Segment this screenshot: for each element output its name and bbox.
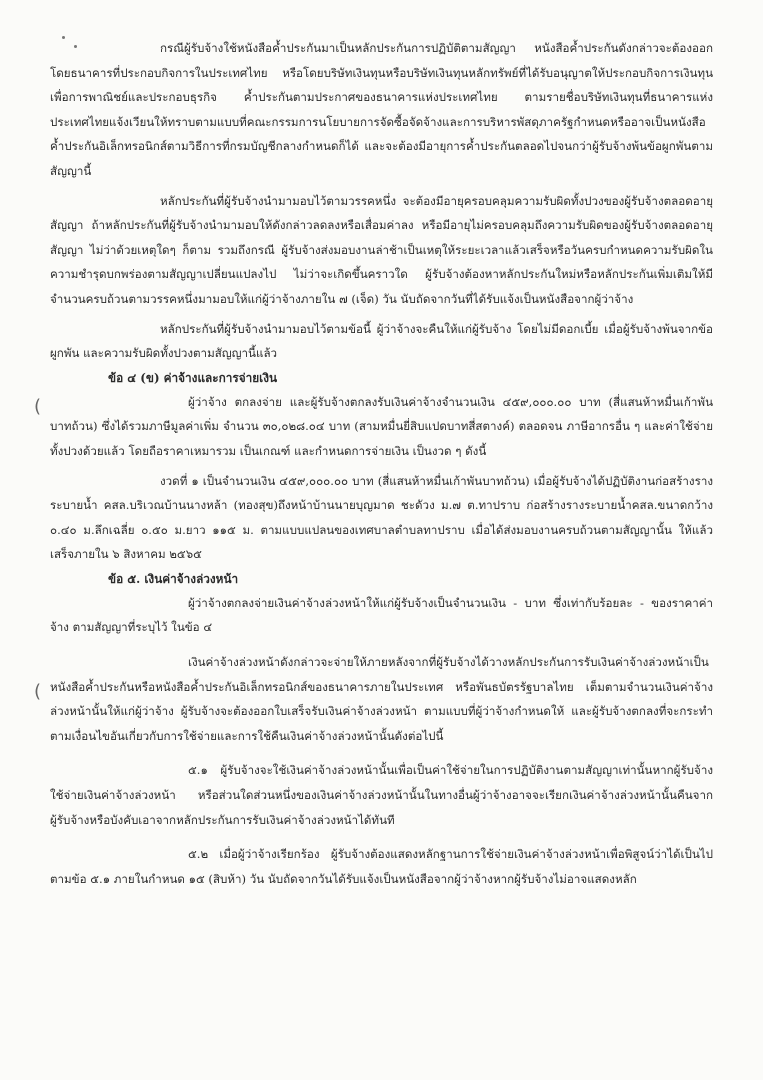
paragraph-advance-amount: ผู้ว่าจ้างตกลงจ่ายเงินค่าจ้างล่วงหน้าให้แก่ผู้รับจ้างเป็นจำนวนเงิน - บาท ซึ่งเท่ากับร้อยละ - ของราคาค่าจ้าง ตามสัญญาที่ระบุไว้ ในข้อ ๔	[50, 595, 713, 635]
paragraph-guarantee-coverage: หลักประกันที่ผู้รับจ้างนำมามอบไว้ตามวรรคหนึ่ง จะต้องมีอายุครอบคลุมความรับผิดทั้งปวงของผู้รับจ้างตลอดอายุสัญญา ถ้าหลักประกันที่ผู้รับจ้างนำมามอบให้ดังกล่าวลดลงหรือเสื่อมค่าลง หรือมีอายุไม่ครอบคลุมถึงความรับผิดของผู้รับจ้างตลอดอายุสัญญา ไม่ว่าด้วยเหตุใดๆ ก็ตาม รวมถึงกรณี ผู้รับจ้างส่งมอบงานล่าช้าเป็นเหตุให้ระยะเวลาแล้วเสร็จหรือวันครบกำหนดความรับผิดในความชำรุดบกพร่องตามสัญญาเปลี่ยนแปลงไป ไม่ว่าจะเกิดขึ้นคราวใด ผู้รับจ้างต้องหาหลักประกันใหม่หรือหลักประกันเพิ่มเติมให้มีจำนวนครบถ้วนตามวรรคหนึ่งมามอบให้แก่ผู้ว่าจ้างภายใน ๗ (เจ็ด) วัน นับถัดจากวันที่ได้รับแจ้งเป็นหนังสือจากผู้ว่าจ้าง	[50, 193, 713, 306]
hole-punch-mark: (	[34, 681, 42, 702]
scan-speck	[62, 36, 65, 39]
clause-5-heading: ข้อ ๕. เงินค่าจ้างล่วงหน้า	[108, 571, 239, 586]
paragraph-clause-5-2: ๕.๒ เมื่อผู้ว่าจ้างเรียกร้อง ผู้รับจ้างต้องแสดงหลักฐานการใช้จ่ายเงินค่าจ้างล่วงหน้าเพื่อพิสูจน์ว่าได้เป็นไปตามข้อ ๕.๑ ภายในกำหนด ๑๕ (สิบห้า) วัน นับถัดจากวันได้รับแจ้งเป็นหนังสือจากผู้ว่าจ้างหากผู้รับจ้างไม่อาจแสดงหลัก	[50, 847, 713, 886]
paragraph-guarantee-return: หลักประกันที่ผู้รับจ้างนำมามอบไว้ตามข้อนี้ ผู้ว่าจ้างจะคืนให้แก่ผู้รับจ้าง โดยไม่มีดอกเบี้ย เมื่อผู้รับจ้างพ้นจากข้อผูกพัน และความรับผิดทั้งปวงตามสัญญานี้แล้ว	[50, 321, 713, 361]
paragraph-advance-conditions: เงินค่าจ้างล่วงหน้าดังกล่าวจะจ่ายให้ภายหลังจากที่ผู้รับจ้างได้วางหลักประกันการรับเงินค่าจ้างล่วงหน้าเป็นหนังสือค้ำประกันหรือหนังสือค้ำประกันอิเล็กทรอนิกส์ของธนาคารภายในประเทศ หรือพันธบัตรรัฐบาลไทย เต็มตามจำนวนเงินค่าจ้างล่วงหน้านั้นให้แก่ผู้ว่าจ้าง ผู้รับจ้างจะต้องออกใบเสร็จรับเงินค่าจ้างล่วงหน้า ตามแบบที่ผู้ว่าจ้างกำหนดให้ และผู้รับจ้างตกลงที่จะกระทำตามเงื่อนไขอันเกี่ยวกับการใช้จ่ายและการใช้คืนเงินค่าจ้างล่วงหน้านั้นดังต่อไปนี้	[50, 655, 713, 743]
paragraph-guarantee-letter: กรณีผู้รับจ้างใช้หนังสือค้ำประกันมาเป็นหลักประกันการปฏิบัติตามสัญญา หนังสือค้ำประกันดังกล่าวจะต้องออกโดยธนาคารที่ประกอบกิจการในประเทศไทย หรือโดยบริษัทเงินทุนหรือบริษัทเงินทุนหลักทรัพย์ที่ได้รับอนุญาตให้ประกอบกิจการเงินทุนเพื่อการพาณิชย์และประกอบธุรกิจ ค้ำประกันตามประกาศของธนาคารแห่งประเทศไทย ตามรายชื่อบริษัทเงินทุนที่ธนาคารแห่งประเทศไทยแจ้งเวียนให้ทราบตามแบบที่คณะกรรมการนโยบายการจัดซื้อจัดจ้างและการบริหารพัสดุภาครัฐกำหนดหรืออาจเป็นหนังสือค้ำประกันอิเล็กทรอนิกส์ตามวิธีการที่กรมบัญชีกลางกำหนดก็ได้ และจะต้องมีอายุการค้ำประกันตลอดไปจนกว่าผู้รับจ้างพ้นข้อผูกพันตามสัญญานี้	[50, 41, 713, 178]
paragraph-payment-terms: ผู้ว่าจ้าง ตกลงจ่าย และผู้รับจ้างตกลงรับเงินค่าจ้างจำนวนเงิน ๔๕๙,๐๐๐.๐๐ บาท (สี่แสนห้าหมื่นเก้าพันบาทถ้วน) ซึ่งได้รวมภาษีมูลค่าเพิ่ม จำนวน ๓๐,๐๒๘.๐๔ บาท (สามหมื่นยี่สิบแปดบาทสี่สตางค์) ตลอดจน ภาษีอากรอื่น ๆ และค่าใช้จ่ายทั้งปวงด้วยแล้ว โดยถือราคาเหมารวม เป็นเกณฑ์ และกำหนดการจ่ายเงิน เป็นงวด ๆ ดังนี้	[50, 394, 713, 458]
clause-4-heading: ข้อ ๔ (ข) ค่าจ้างและการจ่ายเงิน	[108, 370, 278, 385]
paragraph-installment-1: งวดที่ ๑ เป็นจำนวนเงิน ๔๕๙,๐๐๐.๐๐ บาท (สี่แสนห้าหมื่นเก้าพันบาทถ้วน) เมื่อผู้รับจ้างได้ปฏิบัติงานก่อสร้างรางระบายน้ำ คสล.บริเวณบ้านนางหล้า (ทองสุข)ถึงหน้าบ้านนายบุญมาด ชะดัวง ม.๗ ต.ทาปราบ ก่อสร้างรางระบายน้ำคสล.ขนาดกว้าง ๐.๔๐ ม.ลึกเฉลี่ย ๐.๕๐ ม.ยาว ๑๑๕ ม. ตามแบบแปลนของเทศบาลตำบลทาปราบ เมื่อได้ส่งมอบงานครบถ้วนตามสัญญานั้น ให้แล้วเสร็จภายใน ๖ สิงหาคม ๒๕๖๕	[50, 473, 713, 562]
scan-speck	[74, 45, 77, 48]
hole-punch-mark: (	[34, 396, 42, 417]
paragraph-clause-5-1: ๕.๑ ผู้รับจ้างจะใช้เงินค่าจ้างล่วงหน้านั้นเพื่อเป็นค่าใช้จ่ายในการปฏิบัติงานตามสัญญาเท่านั้นหากผู้รับจ้างใช้จ่ายเงินค่าจ้างล่วงหน้า หรือส่วนใดส่วนหนึ่งของเงินค่าจ้างล่วงหน้านั้นในทางอื่นผู้ว่าจ้างอาจจะเรียกเงินค่าจ้างล่วงหน้านั้นคืนจากผู้รับจ้างหรือบังคับเอาจากหลักประกันการรับเงินค่าจ้างล่วงหน้าได้ทันที	[50, 763, 713, 827]
